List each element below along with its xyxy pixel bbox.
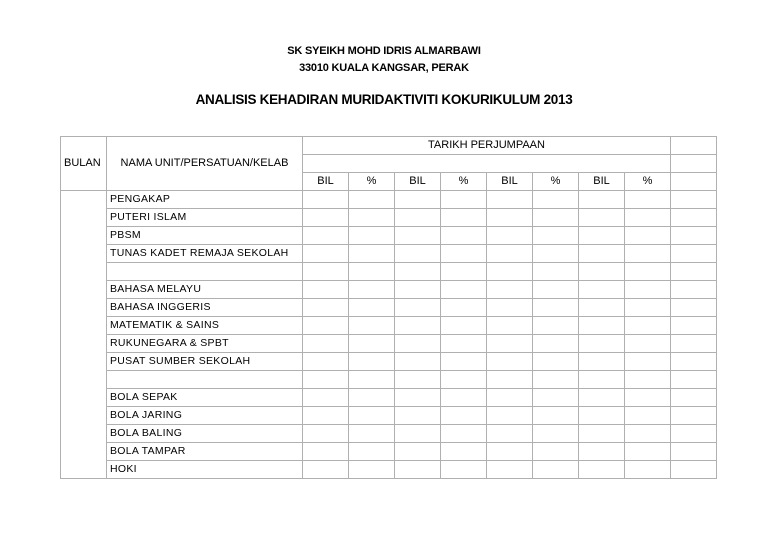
data-cell bbox=[533, 209, 579, 227]
data-cell bbox=[625, 407, 671, 425]
data-cell bbox=[533, 245, 579, 263]
data-cell bbox=[441, 461, 487, 479]
data-cell bbox=[395, 371, 441, 389]
table-row bbox=[61, 227, 717, 245]
data-cell bbox=[579, 191, 625, 209]
sub-header: % bbox=[441, 173, 487, 191]
unit-name: PUTERI ISLAM bbox=[107, 209, 303, 227]
data-cell bbox=[579, 425, 625, 443]
data-cell bbox=[395, 407, 441, 425]
data-cell bbox=[441, 443, 487, 461]
unit-name: BOLA TAMPAR bbox=[107, 443, 303, 461]
sub-header: BIL bbox=[303, 173, 349, 191]
data-cell bbox=[487, 443, 533, 461]
data-cell bbox=[441, 227, 487, 245]
data-cell bbox=[303, 209, 349, 227]
table-row bbox=[61, 425, 717, 443]
data-cell bbox=[303, 245, 349, 263]
data-cell bbox=[625, 371, 671, 389]
data-cell bbox=[579, 299, 625, 317]
data-cell bbox=[487, 227, 533, 245]
report-title: ANALISIS KEHADIRAN MURIDAKTIVITI KOKURIKULUM 2013 bbox=[195, 92, 573, 107]
data-cell bbox=[671, 191, 717, 209]
nama-header: NAMA UNIT/PERSATUAN/KELAB bbox=[107, 155, 303, 173]
data-cell bbox=[533, 299, 579, 317]
attendance-table bbox=[60, 136, 717, 479]
bulan-header: BULAN bbox=[61, 155, 107, 173]
data-cell bbox=[349, 335, 395, 353]
data-cell bbox=[625, 281, 671, 299]
unit-name: BAHASA INGGERIS bbox=[107, 299, 303, 317]
data-cell bbox=[441, 335, 487, 353]
data-cell bbox=[579, 281, 625, 299]
unit-name: BAHASA MELAYU bbox=[107, 281, 303, 299]
data-cell bbox=[349, 227, 395, 245]
tarikh-date-row bbox=[303, 155, 671, 173]
sub-header: % bbox=[349, 173, 395, 191]
data-cell bbox=[487, 335, 533, 353]
data-cell bbox=[349, 245, 395, 263]
data-cell bbox=[533, 227, 579, 245]
data-cell bbox=[441, 389, 487, 407]
data-cell bbox=[625, 335, 671, 353]
data-cell bbox=[349, 209, 395, 227]
unit-name: BOLA JARING bbox=[107, 407, 303, 425]
data-cell bbox=[625, 245, 671, 263]
table-row bbox=[61, 281, 717, 299]
table-row bbox=[61, 407, 717, 425]
data-cell bbox=[349, 425, 395, 443]
data-cell bbox=[671, 407, 717, 425]
data-cell bbox=[579, 209, 625, 227]
data-cell bbox=[487, 299, 533, 317]
table-row bbox=[61, 353, 717, 371]
data-cell bbox=[303, 389, 349, 407]
data-cell bbox=[441, 209, 487, 227]
data-cell bbox=[441, 353, 487, 371]
sub-header: % bbox=[533, 173, 579, 191]
data-cell bbox=[303, 371, 349, 389]
data-cell bbox=[579, 335, 625, 353]
data-cell bbox=[671, 389, 717, 407]
data-cell bbox=[625, 317, 671, 335]
data-cell bbox=[395, 353, 441, 371]
data-cell bbox=[533, 353, 579, 371]
data-cell bbox=[671, 335, 717, 353]
data-cell bbox=[487, 191, 533, 209]
data-cell bbox=[303, 317, 349, 335]
data-cell bbox=[487, 389, 533, 407]
data-cell bbox=[671, 227, 717, 245]
data-cell bbox=[625, 389, 671, 407]
data-cell bbox=[303, 461, 349, 479]
data-cell bbox=[579, 443, 625, 461]
data-cell bbox=[349, 299, 395, 317]
data-cell bbox=[625, 443, 671, 461]
data-cell bbox=[395, 317, 441, 335]
data-cell bbox=[395, 281, 441, 299]
data-cell bbox=[349, 191, 395, 209]
data-cell bbox=[671, 209, 717, 227]
data-cell bbox=[349, 407, 395, 425]
table-row bbox=[61, 209, 717, 227]
data-cell bbox=[303, 335, 349, 353]
extra-cell bbox=[671, 155, 717, 173]
bulan-cell bbox=[61, 191, 107, 479]
data-cell bbox=[349, 353, 395, 371]
data-cell bbox=[671, 299, 717, 317]
unit-name: HOKI bbox=[107, 461, 303, 479]
data-cell bbox=[487, 425, 533, 443]
data-cell bbox=[533, 461, 579, 479]
table-row bbox=[61, 335, 717, 353]
data-cell bbox=[395, 263, 441, 281]
data-cell bbox=[579, 461, 625, 479]
unit-name: MATEMATIK & SAINS bbox=[107, 317, 303, 335]
data-cell bbox=[625, 353, 671, 371]
data-cell bbox=[349, 371, 395, 389]
data-cell bbox=[487, 281, 533, 299]
data-cell bbox=[625, 227, 671, 245]
data-cell bbox=[579, 353, 625, 371]
data-cell bbox=[579, 245, 625, 263]
data-cell bbox=[579, 227, 625, 245]
unit-name: TUNAS KADET REMAJA SEKOLAH bbox=[107, 245, 303, 263]
school-address: 33010 KUALA KANGSAR, PERAK bbox=[299, 62, 469, 74]
data-cell bbox=[671, 425, 717, 443]
unit-name: BOLA SEPAK bbox=[107, 389, 303, 407]
data-cell bbox=[487, 245, 533, 263]
school-name: SK SYEIKH MOHD IDRIS ALMARBAWI bbox=[287, 45, 481, 57]
unit-name: RUKUNEGARA & SPBT bbox=[107, 335, 303, 353]
data-cell bbox=[349, 461, 395, 479]
tarikh-header: TARIKH PERJUMPAAN bbox=[303, 137, 671, 155]
data-cell bbox=[533, 371, 579, 389]
data-cell bbox=[487, 353, 533, 371]
data-cell bbox=[533, 281, 579, 299]
data-cell bbox=[487, 263, 533, 281]
name-cell bbox=[107, 263, 303, 281]
data-cell bbox=[533, 263, 579, 281]
data-cell bbox=[533, 389, 579, 407]
data-cell bbox=[303, 191, 349, 209]
data-cell bbox=[303, 299, 349, 317]
data-cell bbox=[441, 263, 487, 281]
table-row bbox=[61, 245, 717, 263]
data-cell bbox=[441, 317, 487, 335]
data-cell bbox=[533, 335, 579, 353]
data-cell bbox=[671, 317, 717, 335]
data-cell bbox=[303, 443, 349, 461]
data-cell bbox=[671, 371, 717, 389]
data-cell bbox=[487, 461, 533, 479]
data-cell bbox=[671, 281, 717, 299]
data-cell bbox=[303, 281, 349, 299]
data-cell bbox=[303, 263, 349, 281]
data-cell bbox=[533, 407, 579, 425]
data-cell bbox=[395, 461, 441, 479]
unit-name: PUSAT SUMBER SEKOLAH bbox=[107, 353, 303, 371]
sub-header: BIL bbox=[579, 173, 625, 191]
data-cell bbox=[487, 317, 533, 335]
nama-header-cell bbox=[107, 173, 303, 191]
data-cell bbox=[625, 425, 671, 443]
unit-name: BOLA BALING bbox=[107, 425, 303, 443]
data-cell bbox=[671, 245, 717, 263]
data-cell bbox=[303, 353, 349, 371]
data-cell bbox=[625, 191, 671, 209]
data-cell bbox=[441, 281, 487, 299]
data-cell bbox=[395, 299, 441, 317]
data-cell bbox=[303, 425, 349, 443]
data-cell bbox=[533, 191, 579, 209]
data-cell bbox=[487, 407, 533, 425]
sub-header: BIL bbox=[487, 173, 533, 191]
sub-header: BIL bbox=[395, 173, 441, 191]
extra-header-cell bbox=[671, 137, 717, 155]
table-row bbox=[61, 443, 717, 461]
table-row bbox=[61, 461, 717, 479]
data-cell bbox=[395, 191, 441, 209]
data-cell bbox=[625, 299, 671, 317]
data-cell bbox=[395, 245, 441, 263]
data-cell bbox=[395, 209, 441, 227]
data-cell bbox=[579, 389, 625, 407]
data-cell bbox=[487, 371, 533, 389]
data-cell bbox=[349, 263, 395, 281]
unit-name: PBSM bbox=[107, 227, 303, 245]
data-cell bbox=[441, 371, 487, 389]
data-cell bbox=[625, 209, 671, 227]
data-cell bbox=[303, 227, 349, 245]
data-cell bbox=[533, 317, 579, 335]
data-cell bbox=[671, 443, 717, 461]
data-cell bbox=[487, 209, 533, 227]
data-cell bbox=[625, 461, 671, 479]
bulan-header-cell bbox=[61, 137, 107, 155]
data-cell bbox=[303, 407, 349, 425]
data-cell bbox=[579, 407, 625, 425]
table-row bbox=[61, 317, 717, 335]
name-cell bbox=[107, 371, 303, 389]
data-cell bbox=[349, 443, 395, 461]
table-row bbox=[61, 191, 717, 209]
data-cell bbox=[349, 317, 395, 335]
data-cell bbox=[395, 335, 441, 353]
data-cell bbox=[441, 299, 487, 317]
data-cell bbox=[533, 425, 579, 443]
data-cell bbox=[579, 263, 625, 281]
table-row bbox=[61, 389, 717, 407]
unit-name: PENGAKAP bbox=[107, 191, 303, 209]
data-cell bbox=[395, 443, 441, 461]
data-cell bbox=[625, 263, 671, 281]
data-cell bbox=[579, 317, 625, 335]
data-cell bbox=[671, 461, 717, 479]
data-cell bbox=[441, 407, 487, 425]
data-cell bbox=[441, 245, 487, 263]
data-cell bbox=[349, 389, 395, 407]
table-row bbox=[61, 263, 717, 281]
data-cell bbox=[441, 425, 487, 443]
data-cell bbox=[349, 281, 395, 299]
extra-cell bbox=[671, 173, 717, 191]
data-cell bbox=[579, 371, 625, 389]
table-row bbox=[61, 371, 717, 389]
bulan-header-cell bbox=[61, 173, 107, 191]
sub-header: % bbox=[625, 173, 671, 191]
table-row bbox=[61, 299, 717, 317]
data-cell bbox=[395, 227, 441, 245]
data-cell bbox=[395, 389, 441, 407]
data-cell bbox=[533, 443, 579, 461]
data-cell bbox=[395, 425, 441, 443]
data-cell bbox=[671, 263, 717, 281]
data-cell bbox=[671, 353, 717, 371]
nama-header-cell bbox=[107, 137, 303, 155]
data-cell bbox=[441, 191, 487, 209]
